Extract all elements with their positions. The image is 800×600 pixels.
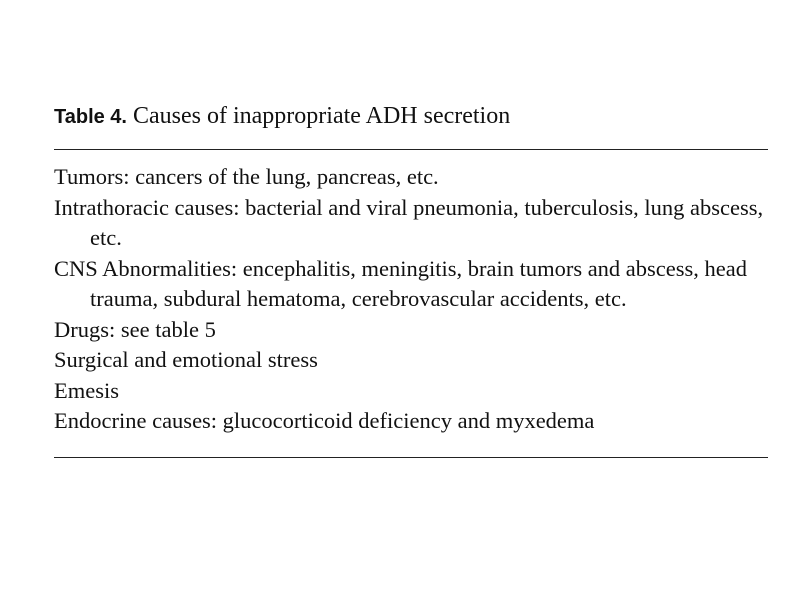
cause-tumors: Tumors: cancers of the lung, pancreas, etc. [54,164,439,189]
cause-cns: CNS Abnormalities: encephalitis, meningitis, brain tumors and abscess, head trauma, subdural hematoma, cerebrovascular accidents, etc. [54,255,748,311]
cause-list [54,162,768,437]
table-title: Causes of inappropriate ADH secretion [127,103,511,129]
table-label: Table 4. [54,106,127,128]
table-4 [54,100,768,458]
top-rule [54,149,768,150]
cause-drugs: Drugs: see table 5 [54,316,216,342]
cause-endocrine: Endocrine causes: glucocorticoid deficiency and myxedema [54,408,595,433]
cause-stress: Surgical and emotional stress [54,347,318,372]
table-caption [54,100,768,132]
cause-emesis: Emesis [54,377,119,403]
bottom-rule [54,457,768,458]
cause-intrathoracic: Intrathoracic causes: bacterial and viral pneumonia, tuberculosis, lung abscess, etc. [54,194,764,250]
